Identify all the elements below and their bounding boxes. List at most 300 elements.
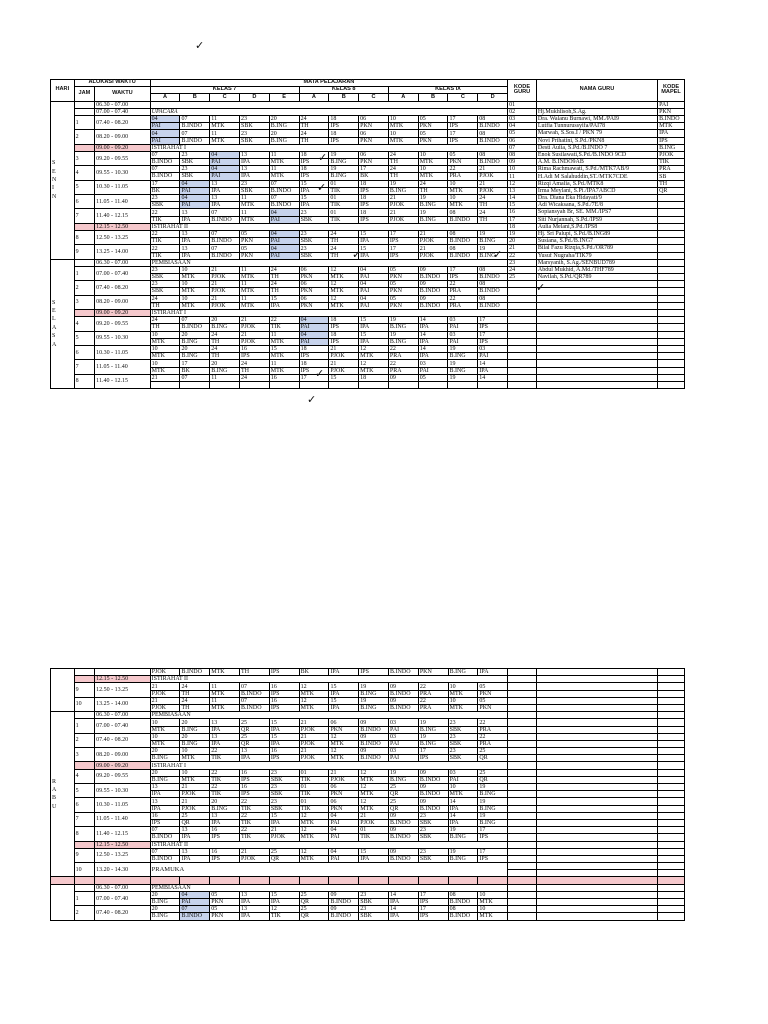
teacher-code-cell: 21 [329, 360, 359, 367]
band-label: ISTIRAHAT I [150, 310, 507, 317]
teacher-code-cell: 09 [389, 812, 419, 819]
subject-cell: B.ING [418, 740, 448, 747]
subject-cell: IPA [210, 187, 240, 194]
subject-cell: B.INDO [448, 216, 478, 223]
subject-cell: PJOK [269, 834, 299, 841]
day-label-rabu: R A B U [51, 712, 75, 877]
time-cell: 10.30 - 11.05 [95, 180, 150, 194]
subject-cell: MTK [299, 855, 329, 862]
divider-cell [329, 877, 359, 884]
subject-cell: PJOK [150, 704, 180, 711]
subject-code: TH [658, 180, 685, 187]
time-cell: 12.50 - 13.25 [95, 683, 150, 697]
teacher-code-cell: 08 [448, 245, 478, 252]
teacher-code-cell: 18 [359, 374, 389, 381]
teacher-code-cell: 08 [448, 906, 478, 913]
jam-cell [74, 259, 95, 266]
subject-cell: MTK [150, 726, 180, 733]
subject-code: PRA [658, 166, 685, 173]
teacher-code-cell: 12 [329, 281, 359, 288]
teacher-code-cell: 05 [240, 245, 270, 252]
subject-cell: MTK [388, 137, 418, 144]
teacher-name: Novi Prihatini, S.Pd./PKN8 [536, 137, 657, 144]
subject-cell: SBK [359, 913, 389, 920]
lesson-row-codes [51, 317, 685, 324]
teacher-code [508, 798, 537, 805]
teacher-code-cell: 03 [448, 317, 478, 324]
subject-cell: B.INDO [448, 913, 478, 920]
subject-cell: IPA [359, 338, 389, 345]
teacher-code-cell: 15 [269, 345, 299, 352]
teacher-name [536, 776, 657, 783]
teacher-name [536, 281, 657, 288]
teacher-code-cell: 21 [329, 769, 359, 776]
teacher-code-cell: 20 [269, 115, 299, 122]
divider-cell [418, 877, 448, 884]
teacher-code-cell: 05 [388, 295, 418, 302]
subject-cell: PJOK [329, 776, 359, 783]
teacher-code: 22 [508, 252, 537, 259]
subject-code [658, 209, 685, 216]
lesson-row-codes [51, 195, 685, 202]
teacher-code-cell: 12 [329, 748, 359, 755]
teacher-name [536, 367, 657, 374]
subject-cell: PAI [448, 776, 478, 783]
class-subheader: A [150, 94, 180, 101]
teacher-code-cell: 25 [180, 812, 210, 819]
subject-cell: SBK [448, 740, 478, 747]
teacher-code-cell: 07 [269, 195, 299, 202]
jam-cell: 10 [74, 697, 95, 711]
subject-cell: B.ING [180, 353, 210, 360]
subject-cell: PJOK [210, 302, 240, 309]
waktu-header: WAKTU [95, 87, 150, 101]
lesson-row-codes [51, 719, 685, 726]
subject-cell: SBK [150, 288, 180, 295]
jam-cell: 4 [74, 166, 95, 180]
teacher-code-cell: 08 [478, 151, 508, 158]
subject-cell: B.INDO [389, 690, 419, 697]
class-subheader: B [418, 94, 448, 101]
teacher-code-cell: 10 [388, 130, 418, 137]
teacher-code-cell: 21 [478, 166, 508, 173]
teacher-name [536, 819, 657, 826]
subject-cell: TIK [269, 913, 299, 920]
teacher-code-cell: 21 [299, 719, 329, 726]
subject-cell: MTK [150, 740, 180, 747]
subject-cell: PKN [329, 805, 359, 812]
teacher-code-cell: 19 [448, 345, 478, 352]
time-cell: 09.55 - 10.30 [95, 331, 150, 345]
subject-cell: IPA [210, 726, 240, 733]
teacher-code: 06 [508, 137, 537, 144]
time-cell: 09.20 - 09.55 [95, 317, 150, 331]
subject-cell: IPS [418, 899, 448, 906]
subject-cell: IPA [329, 704, 359, 711]
subject-cell: IPS [478, 324, 508, 331]
subject-cell: TIK [359, 834, 389, 841]
teacher-name [536, 841, 657, 848]
teacher-code-cell: 23 [448, 733, 478, 740]
subject-cell: PJOK [478, 187, 508, 194]
time-cell: 09.55 - 10.30 [95, 784, 150, 798]
subject-code [658, 381, 685, 388]
subject-cell: MTK [448, 791, 478, 798]
subject-cell: PKN [418, 669, 448, 676]
teacher-code-cell: 11 [210, 115, 240, 122]
subject-cell [388, 381, 418, 388]
teacher-code-cell: 08 [448, 209, 478, 216]
subject-cell: IPS [210, 855, 240, 862]
teacher-code-cell: 14 [478, 360, 508, 367]
subject-cell: MTK [329, 302, 359, 309]
teacher-code-cell: 04 [150, 115, 180, 122]
subject-code [658, 252, 685, 259]
teacher-code-cell: 10 [180, 748, 210, 755]
subject-cell: B.INDO [478, 137, 508, 144]
time-cell: 12.50 - 13.25 [95, 848, 150, 862]
subject-cell: B.INDO [329, 899, 359, 906]
subject-cell: PJOK [180, 791, 210, 798]
subject-cell: B.INDO [389, 669, 419, 676]
teacher-code-cell: 19 [448, 360, 478, 367]
teacher-code-cell: 11 [210, 697, 240, 704]
subject-cell: PAI [359, 302, 389, 309]
subject-cell: IPS [329, 123, 359, 130]
subject-cell: MTK [180, 288, 210, 295]
teacher-code [508, 776, 537, 783]
teacher-code-cell: 19 [448, 848, 478, 855]
subject-code [658, 274, 685, 281]
subject-cell: B.INDO [180, 123, 210, 130]
subject-cell: MTK [299, 690, 329, 697]
subject-cell [150, 381, 180, 388]
teacher-code-cell: 24 [269, 266, 299, 273]
subject-code [658, 302, 685, 309]
subject-cell: BK [359, 173, 389, 180]
divider-cell [150, 877, 180, 884]
subject-cell: SBK [180, 173, 210, 180]
subject-cell: PRA [448, 302, 478, 309]
subject-cell: B.ING [478, 819, 508, 826]
teacher-code-cell: 05 [388, 266, 418, 273]
teacher-code-cell: 24 [150, 295, 180, 302]
teacher-code-cell: 21 [299, 748, 329, 755]
teacher-code-cell: 22 [418, 697, 448, 704]
subject-cell: SBK [448, 726, 478, 733]
subject-cell: IPS [448, 123, 478, 130]
teacher-code-cell: 15 [359, 317, 389, 324]
subject-cell: B.INDO [269, 202, 299, 209]
subject-cell: PJOK [210, 288, 240, 295]
teacher-code-cell: 15 [329, 683, 359, 690]
subject-cell: IPA [210, 819, 240, 826]
teacher-code-cell: 22 [240, 827, 270, 834]
subject-cell: TH [180, 690, 210, 697]
teacher-code [508, 302, 537, 309]
subject-cell: QR [240, 740, 270, 747]
subject-cell: MTK [240, 216, 270, 223]
subject-cell: TH [299, 123, 329, 130]
subject-cell: PJOK [299, 726, 329, 733]
teacher-name [536, 324, 657, 331]
teacher-name [536, 690, 657, 697]
teacher-code-cell: 15 [269, 733, 299, 740]
jam-cell [74, 841, 95, 848]
subject-cell: PJOK [240, 324, 270, 331]
subject-code: TIK [658, 159, 685, 166]
teacher-code-cell: 23 [269, 798, 299, 805]
teacher-code-cell: 13 [210, 719, 240, 726]
teacher-code-cell: 04 [210, 166, 240, 173]
teacher-code-cell: 21 [299, 733, 329, 740]
teacher-name: Rima Rachmawati, S.Pd./MTK7AB/9 [536, 166, 657, 173]
teacher-code-cell: 11 [269, 331, 299, 338]
teacher-name [536, 748, 657, 755]
teacher-code-cell: 11 [269, 151, 299, 158]
teacher-code-cell: 18 [299, 166, 329, 173]
subject-cell: IPA [418, 353, 448, 360]
teacher-code-cell: 04 [299, 331, 329, 338]
subject-code [658, 812, 685, 819]
subject-cell: SBK [418, 819, 448, 826]
jam-cell [74, 669, 95, 676]
subject-cell: PKN [418, 137, 448, 144]
teacher-code-cell: 03 [448, 769, 478, 776]
subject-cell: MTK [269, 173, 299, 180]
teacher-name [536, 719, 657, 726]
teacher-code-cell: 09 [359, 719, 389, 726]
teacher-name [536, 791, 657, 798]
divider-cell [74, 877, 95, 884]
teacher-code-cell: 23 [240, 180, 270, 187]
teacher-code [508, 733, 537, 740]
subject-cell: B.INDO [418, 302, 448, 309]
teacher-code [508, 891, 537, 898]
subject-cell: IPS [269, 755, 299, 762]
teacher-code [508, 863, 537, 870]
teacher-code-cell: 09 [418, 266, 448, 273]
subject-cell: PAI [389, 755, 419, 762]
subject-cell: PKN [359, 159, 389, 166]
subject-code: QR [658, 187, 685, 194]
teacher-code: 16 [508, 209, 537, 216]
subject-cell: IPA [150, 805, 180, 812]
subject-cell: IPS [478, 338, 508, 345]
check-mark-icon: ✓ [315, 367, 325, 380]
teacher-name [536, 683, 657, 690]
time-cell: 06.30 - 07.00 [95, 101, 150, 108]
subject-cell [299, 381, 329, 388]
day-label-selasa: S E L A S A [51, 259, 75, 388]
teacher-code-cell: 23 [418, 848, 448, 855]
teacher-code-cell: 17 [388, 230, 418, 237]
subject-code [658, 223, 685, 230]
teacher-code [508, 704, 537, 711]
teacher-code-cell: 07 [240, 697, 270, 704]
teacher-code-cell: 01 [359, 827, 389, 834]
teacher-code-cell: 17 [478, 827, 508, 834]
subject-code: SB [658, 173, 685, 180]
teacher-code-cell: 23 [359, 906, 389, 913]
lesson-row-codes [51, 769, 685, 776]
subject-cell: MTK [210, 690, 240, 697]
subject-code: B.ING [658, 144, 685, 151]
subject-cell: MTK [478, 913, 508, 920]
subject-cell: PRA [478, 726, 508, 733]
teacher-code-cell: 21 [418, 230, 448, 237]
jam-cell [74, 108, 95, 115]
subject-cell: PKN [210, 899, 240, 906]
teacher-name [536, 374, 657, 381]
teacher-code: 11 [508, 173, 537, 180]
subject-code: PKN [658, 108, 685, 115]
teacher-code-cell: 13 [240, 166, 270, 173]
lesson-row-codes [51, 812, 685, 819]
teacher-name: Hj. Sri Palupi, S.Pd./B.ING89 [536, 230, 657, 237]
subject-cell: PKN [240, 238, 270, 245]
teacher-code [508, 834, 537, 841]
subject-code [658, 690, 685, 697]
subject-code [658, 834, 685, 841]
subject-cell: PJOK [418, 252, 448, 259]
teacher-code-cell: 16 [210, 848, 240, 855]
teacher-code-cell: 23 [150, 195, 180, 202]
teacher-code-cell: 21 [180, 784, 210, 791]
subject-cell: B.INDO [478, 159, 508, 166]
teacher-code-cell: 19 [389, 769, 419, 776]
jam-cell: 1 [74, 115, 95, 129]
header-row-1 [51, 80, 685, 87]
subject-cell: MTK [180, 776, 210, 783]
subject-cell: PJOK [388, 216, 418, 223]
jam-cell: 4 [74, 769, 95, 783]
teacher-code-cell: 21 [150, 683, 180, 690]
teacher-code-cell: 17 [448, 130, 478, 137]
subject-cell: IPA [359, 252, 389, 259]
teacher-code-cell: 24 [299, 115, 329, 122]
subject-cell: B.INDO [150, 173, 180, 180]
subject-cell: PJOK [329, 353, 359, 360]
lesson-row-codes [51, 230, 685, 237]
teacher-code-cell: 13 [210, 812, 240, 819]
band-label: ISTIRAHAT II [150, 841, 508, 848]
teacher-code-cell: 13 [210, 195, 240, 202]
teacher-code-cell: 18 [299, 151, 329, 158]
kode-mapel-header: KODE MAPEL [658, 80, 685, 102]
time-cell: 10.30 - 11.05 [95, 798, 150, 812]
subject-code [658, 353, 685, 360]
schedule-table-bottom [50, 668, 685, 921]
teacher-code [508, 899, 537, 906]
subject-cell: TH [418, 187, 448, 194]
teacher-code-cell: 04 [359, 295, 389, 302]
subject-code [658, 216, 685, 223]
teacher-code-cell: 10 [150, 733, 180, 740]
class-subheader: D [478, 94, 508, 101]
teacher-code-cell: 18 [359, 195, 389, 202]
subject-cell [240, 381, 270, 388]
pramuka-row [51, 863, 685, 870]
subject-cell: MTK [180, 302, 210, 309]
teacher-code-cell: 09 [329, 906, 359, 913]
time-cell: 09.00 - 09.20 [95, 310, 150, 317]
subject-cell: B.ING [329, 159, 359, 166]
teacher-code-cell: 15 [329, 697, 359, 704]
subject-cell: PJOK [180, 805, 210, 812]
teacher-name [536, 310, 657, 317]
subject-code [658, 884, 685, 891]
subject-code [658, 726, 685, 733]
subject-cell: B.INDO [478, 123, 508, 130]
teacher-code-cell: 23 [448, 719, 478, 726]
subject-cell: SBK [150, 202, 180, 209]
jam-cell [74, 101, 95, 108]
teacher-code-cell: 23 [180, 151, 210, 158]
teacher-code-cell: 12 [359, 345, 389, 352]
teacher-code-cell: 03 [389, 719, 419, 726]
teacher-code [508, 697, 537, 704]
subject-cell: TH [210, 353, 240, 360]
band-label: ISTIRAHAT I [150, 144, 507, 151]
teacher-code-cell: 24 [240, 374, 270, 381]
subject-code [658, 855, 685, 862]
teacher-code-cell: 14 [448, 798, 478, 805]
teacher-code [508, 317, 537, 324]
teacher-code: 07 [508, 144, 537, 151]
subject-cell: SBK [269, 805, 299, 812]
teacher-code: 12 [508, 180, 537, 187]
teacher-code-cell: 16 [240, 345, 270, 352]
divider-cell [51, 877, 75, 884]
subject-cell: B.INDO [240, 690, 270, 697]
teacher-code: 13 [508, 187, 537, 194]
subject-cell: PAI [269, 238, 299, 245]
teacher-code-cell: 19 [329, 166, 359, 173]
band-label: PEMBIASAAN [150, 712, 508, 719]
divider-cell [299, 877, 329, 884]
teacher-code-cell: 07 [180, 374, 210, 381]
teacher-code-cell: 20 [150, 906, 180, 913]
subject-cell: PKN [329, 791, 359, 798]
teacher-code-cell: 15 [329, 374, 359, 381]
subject-cell: MTK [180, 274, 210, 281]
teacher-name [536, 726, 657, 733]
break-row [51, 223, 685, 230]
teacher-code [508, 827, 537, 834]
subject-cell: PAI [210, 173, 240, 180]
subject-cell: B.ING [359, 704, 389, 711]
subject-cell: PAI [329, 834, 359, 841]
subject-code [658, 230, 685, 237]
teacher-code-cell: 01 [299, 784, 329, 791]
teacher-code-cell: 20 [180, 331, 210, 338]
teacher-code-cell: 11 [240, 266, 270, 273]
jam-cell: 7 [74, 360, 95, 374]
teacher-code-cell: 08 [478, 115, 508, 122]
teacher-code [508, 331, 537, 338]
teacher-name [536, 338, 657, 345]
subject-cell: MTK [240, 274, 270, 281]
subject-cell: B.INDO [180, 324, 210, 331]
teacher-code-cell: 17 [359, 166, 389, 173]
teacher-code-cell: 20 [180, 733, 210, 740]
teacher-code-cell: 25 [299, 891, 329, 898]
lesson-row-codes [51, 180, 685, 187]
teacher-code-cell: 19 [448, 374, 478, 381]
subject-cell: IPA [269, 302, 299, 309]
jam-cell: 6 [74, 345, 95, 359]
